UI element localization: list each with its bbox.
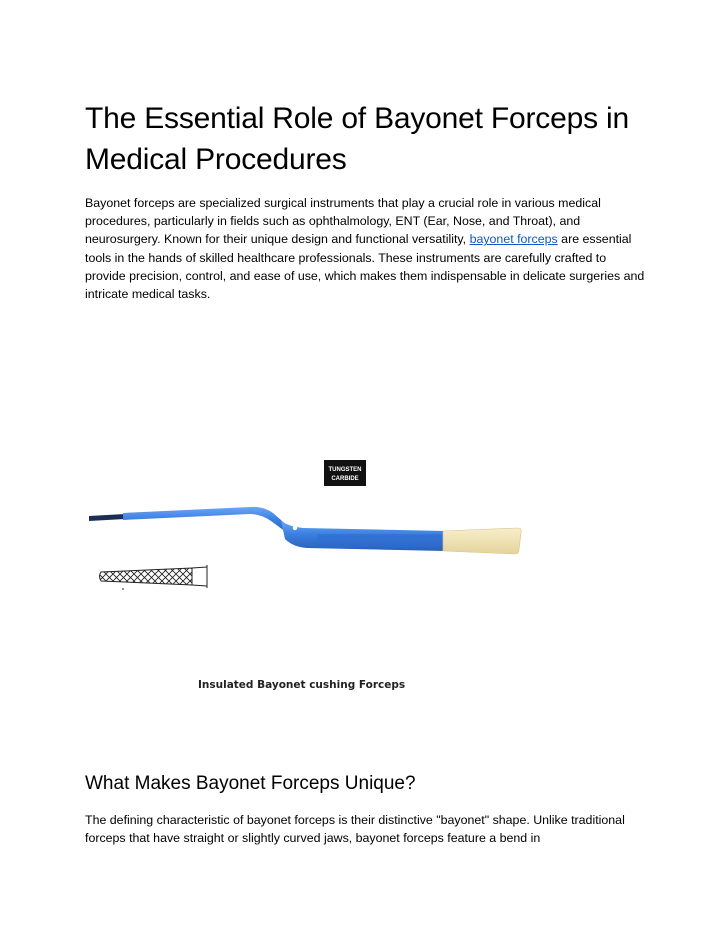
forceps-tip: [89, 514, 125, 521]
intro-text-before-link: Bayonet forceps are specialized surgical instruments that play a crucial role in various medical procedures, particularly in fields such as ophthalmology, ENT (Ear, Nose, and Throat), and neurosurgery. Known for their unique design and functional versatility,: [85, 196, 601, 247]
forceps-pin: [293, 526, 297, 530]
figure-caption: Insulated Bayonet cushing Forceps: [198, 679, 406, 691]
forceps-figure: [85, 455, 535, 700]
forceps-instrument-image: [89, 507, 521, 554]
forceps-grip-texture: [317, 534, 442, 547]
bayonet-forceps-link[interactable]: bayonet forceps: [469, 232, 558, 247]
forceps-shaft: [123, 507, 290, 535]
badge-line-1: TUNGSTEN: [328, 467, 362, 473]
tungsten-carbide-badge: [324, 460, 366, 486]
forceps-end-grip: [443, 528, 521, 554]
forceps-illustration: [85, 455, 535, 700]
badge-line-2: CARBIDE: [331, 476, 359, 482]
section-paragraph: The defining characteristic of bayonet forceps is their distinctive "bayonet" shape. Unlike traditional forceps that have straight or slightly curved jaws, bayonet forceps feature a bend in: [85, 813, 625, 846]
page-title: The Essential Role of Bayonet Forceps in Medical Procedures: [85, 102, 629, 176]
intro-text-after-link: are essential tools in the hands of skilled healthcare professionals. These instruments are carefully crafted to provide precision, control, and ease of use, which makes them indispensable in delicate surgeries and intricate medical tasks.: [85, 232, 645, 302]
intro-paragraph: [85, 194, 645, 303]
tip-detail-drawing: [100, 565, 208, 590]
section-heading: What Makes Bayonet Forceps Unique?: [85, 773, 416, 794]
